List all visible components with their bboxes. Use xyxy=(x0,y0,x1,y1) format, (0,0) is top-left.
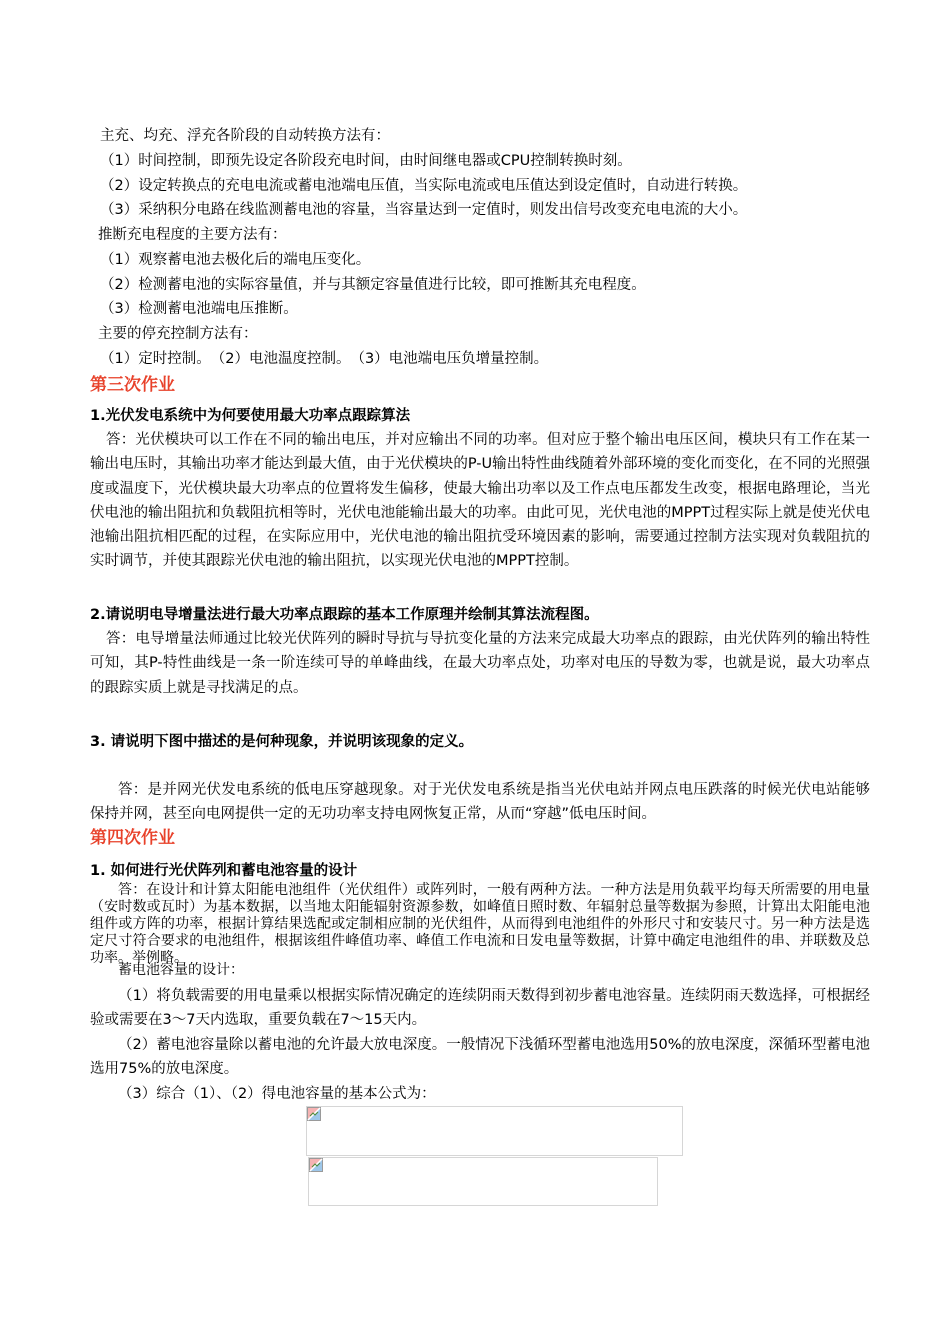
broken-image-icon xyxy=(307,1107,321,1121)
transition-item-1: （1）时间控制，即预先设定各阶段充电时间，由时间继电器或CPU控制转换时刻。 xyxy=(100,153,632,169)
formula-image-1 xyxy=(306,1106,683,1156)
battery-title: 蓄电池容量的设计： xyxy=(118,962,244,978)
battery-step-2: （2）蓄电池容量除以蓄电池的允许最大放电深度。一般情况下浅循环型蓄电池选用50%的放电深度，深循环型蓄电池选用75%的放电深度。 xyxy=(90,1037,870,1078)
stop-intro: 主要的停充控制方法有： xyxy=(98,326,258,342)
transition-item-3: （3）采纳积分电路在线监测蓄电池的容量，当容量达到一定值时，则发出信号改变充电电流的大小。 xyxy=(100,202,748,218)
hw3-q2-answer: 答：电导增量法师通过比较光伏阵列的瞬时导抗与导抗变化量的方法来完成最大功率点的跟踪，由光伏阵列的输出特性可知，其P-特性曲线是一条一阶连续可导的单峰曲线，在最大功率点处，功率对电压的导数为零，也就是说，最大功率点的跟踪实质上就是寻找满足的点。 xyxy=(90,631,870,696)
battery-step-3: （3）综合（1）、（2）得电池容量的基本公式为： xyxy=(118,1086,436,1102)
hw4-heading: 第四次作业 xyxy=(90,828,175,848)
degree-item-2: （2）检测蓄电池的实际容量值，并与其额定容量值进行比较，即可推断其充电程度。 xyxy=(100,277,646,293)
transition-item-2: （2）设定转换点的充电电流或蓄电池端电压值，当实际电流或电压值达到设定值时，自动进行转换。 xyxy=(100,178,748,194)
battery-step-1: （1）将负载需要的用电量乘以根据实际情况确定的连续阴雨天数得到初步蓄电池容量。连续阴雨天数选择，可根据经验或需要在3～7天内选取，重要负载在7～15天内。 xyxy=(90,988,870,1029)
broken-image-icon xyxy=(309,1158,323,1172)
hw3-q3-title: 3. 请说明下图中描述的是何种现象，并说明该现象的定义。 xyxy=(90,734,474,750)
hw4-q1-title: 1. 如何进行光伏阵列和蓄电池容量的设计 xyxy=(90,863,358,879)
formula-image-2 xyxy=(308,1157,658,1206)
hw3-q1-title: 1.光伏发电系统中为何要使用最大功率点跟踪算法 xyxy=(90,408,411,424)
stop-items: （1）定时控制。 （2）电池温度控制。 （3）电池端电压负增量控制。 xyxy=(100,351,549,367)
hw3-q3-answer: 答：是并网光伏发电系统的低电压穿越现象。对于光伏发电系统是指当光伏电站并网点电压跌落的时候光伏电站能够保持并网，甚至向电网提供一定的无功功率支持电网恢复正常，从而“穿越”低电压时间。 xyxy=(90,782,870,823)
hw3-q2-title: 2.请说明电导增量法进行最大功率点跟踪的基本工作原理并绘制其算法流程图。 xyxy=(90,607,599,623)
hw4-q1-answer: 答：在设计和计算太阳能电池组件（光伏组件）或阵列时，一般有两种方法。一种方法是用负载平均每天所需要的用电量（安时数或瓦时）为基本数据，以当地太阳能辐射资源参数，如峰值日照时数、年辐射总量等数据为参照，计算出太阳能电池组件或方阵的功率，根据计算结果选配或定制相应制的光伏组件，从而得到电池组件的外形尺寸和安装尺寸。另一种方法是选定尺寸符合要求的电池组件，根据该组件峰值功率、峰值工作电流和日发电量等数据，计算中确定电池组件的串、并联数及总功率。举例略。 xyxy=(90,882,870,966)
hw3-q1-answer: 答：光伏模块可以工作在不同的输出电压，并对应输出不同的功率。但对应于整个输出电压区间，模块只有工作在某一输出电压时，其输出功率才能达到最大值，由于光伏模块的P-U输出特性曲线随着外部环境的变化而变化，在不同的光照强度或温度下，光伏模块最大功率点的位置将发生偏移，使最大输出功率以及工作点电压都发生改变，根据电路理论，当光伏电池的输出阻抗和负载阻抗相等时，光伏电池能输出最大的功率。由此可见，光伏电池的MPPT过程实际上就是使光伏电池输出阻抗相匹配的过程，在实际应用中，光伏电池的输出阻抗受环境因素的影响，需要通过控制方法实现对负载阻抗的实时调节，并使其跟踪光伏电池的输出阻抗，以实现光伏电池的MPPT控制。 xyxy=(90,432,870,570)
hw3-heading: 第三次作业 xyxy=(90,375,175,395)
degree-intro: 推断充电程度的主要方法有： xyxy=(98,227,287,243)
degree-item-3: （3）检测蓄电池端电压推断。 xyxy=(100,301,298,317)
transition-intro: 主充、均充、浮充各阶段的自动转换方法有： xyxy=(100,128,390,144)
degree-item-1: （1）观察蓄电池去极化后的端电压变化。 xyxy=(100,252,371,268)
